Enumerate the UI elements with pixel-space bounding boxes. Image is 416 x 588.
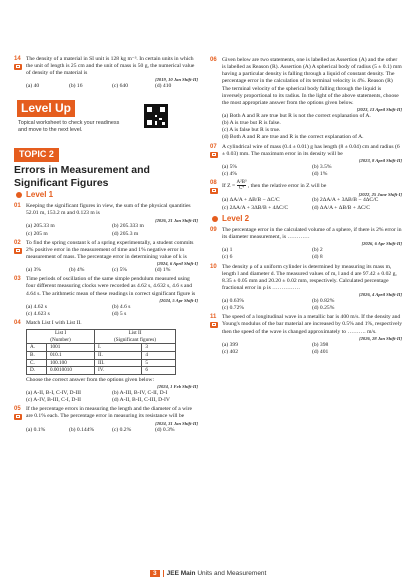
option[interactable]: (b) 16 [69, 83, 83, 90]
question-text: The density of a material in SI unit is 128 kg m⁻³. In certain units in which the unit of length is 25 cm and the unit of mass is 50 g, the numerical value of density of the material is [26, 56, 195, 77]
question-01 [14, 203, 198, 238]
right-column [210, 57, 402, 358]
option[interactable]: (b) 3.5% [312, 163, 332, 170]
options [26, 390, 198, 404]
question-number: 06 [210, 57, 217, 63]
options [26, 304, 198, 318]
question-number: 10 [210, 263, 217, 270]
option[interactable]: (d) 401 [312, 348, 329, 355]
video-icon[interactable] [14, 248, 22, 254]
qr-code-icon[interactable] [144, 104, 168, 128]
option[interactable]: (d) ΔA/A + ΔB/B + ΔC/C [312, 204, 370, 211]
option[interactable]: (a) ΔA/A + ΔB/B − ΔC/C [222, 197, 280, 204]
question-source: [2024, 1 Feb Shift-II] [157, 384, 198, 390]
question-text: Given below are two statements, one is labelled as Assertion (A) and the other is labelled as Reason (R). Assertion (A) A spherical body of radius (5 ± 0.1) mm having a particular density is falling through a liquid of constant density. The percentage error in the calculation of its terminal velocity is 4%. Reason (R) The terminal velocity of the spherical body falling through the liquid is inversely proportional to its radius. In the light of the above statements, choose the most appropriate answer from the options given below. [222, 57, 402, 106]
option[interactable]: (a) 0.63% [222, 298, 245, 305]
option[interactable]: (b) 2ΔA/A + 3ΔB/B − 4ΔC/C [312, 197, 379, 204]
option[interactable]: (b) 205.333 m [112, 223, 144, 230]
question-08 [210, 180, 402, 212]
option[interactable]: (c) 402 [222, 348, 238, 355]
chapter-title: Units and Measurement [197, 570, 267, 578]
option[interactable]: (b) A is true but R is false. [222, 120, 281, 127]
question-source: [2026, 4 April Shift-II] [359, 292, 402, 298]
question-text: Time periods of oscillation of the same simple pendulum measured using four different measuring clocks were recorded as 4.62 s, 4.632 s, 4.6 s and 4.64 s. The arithmetic mean of these readings in correct significant figure is [26, 276, 196, 297]
option[interactable]: (d) 1% [155, 267, 171, 274]
list-2-header: List II (Significant figures) [95, 330, 176, 344]
question-instruction: Choose the correct answer from the options given below: [26, 376, 155, 383]
level-up-text: Topical worksheet to check your readiness and move to the next level. [18, 120, 120, 133]
level-1-heading: Level 1 [14, 190, 198, 200]
formula-fraction: $\frac{\text{A²B³}}{\text{C⁴}}$ [236, 180, 247, 192]
question-09 [210, 227, 402, 262]
topic-title: Errors in Measurement and Significant Figures [14, 164, 150, 189]
question-04 [14, 320, 198, 404]
options [26, 223, 198, 237]
question-number: 14 [14, 56, 21, 62]
option[interactable]: (d) 1% [312, 170, 328, 177]
option[interactable]: (b) A-III, B-IV, C-II, D-I [112, 390, 168, 397]
level-2-heading: Level 2 [210, 214, 402, 224]
question-number: 04 [14, 319, 21, 326]
question-text: If Z = $\frac{\text{A²B³}}{\text{C⁴}}$ , then the relative error in Z will be [222, 180, 327, 192]
question-text: The density ρ of a uniform cylinder is determined by measuring its mass m, length l and diameter d. The measured values of m, l and d are 97.42 ± 0.02 g, 8.35 ± 0.05 mm and 20.20 ± 0.02 mm, respectively. Calculated percentage fractional error in ρ is …………… [222, 263, 397, 291]
question-number: 09 [210, 227, 217, 234]
option[interactable]: (d) 8 [312, 254, 323, 261]
option[interactable]: (c) 6 [222, 254, 233, 261]
option[interactable]: (d) 0.3% [155, 426, 175, 433]
question-text: To find the spring constant k of a spring experimentally, a student commits 2% positive error in the measurement of time and 1% negative error in measurement of mass. The percentage error in determining value of k is [26, 239, 194, 261]
question-source: [2023, 8 April Shift-II] [359, 157, 402, 163]
option[interactable]: (b) 398 [312, 341, 329, 348]
option[interactable]: (a) 3% [26, 267, 42, 274]
option[interactable]: (a) 205.33 m [26, 223, 55, 230]
question-03 [14, 276, 198, 318]
option[interactable]: (c) 640 [112, 83, 128, 90]
question-text: Match List I with List II. [26, 319, 82, 326]
question-06 [210, 57, 402, 142]
video-icon[interactable] [210, 152, 218, 158]
match-table [26, 329, 176, 375]
question-source: [2023, 13 April Shift-II] [356, 107, 402, 113]
option[interactable]: (c) 4.623 s [26, 310, 50, 317]
option[interactable]: (c) 205 m [26, 230, 48, 237]
option[interactable]: (a) 5% [222, 163, 238, 170]
option[interactable]: (b) 4.6 s [112, 303, 131, 310]
option[interactable]: (a) 4.62 s [26, 303, 47, 310]
page-number: 3 [150, 570, 160, 577]
question-source: [2024, 6 April Shift-I] [156, 261, 198, 267]
options [222, 247, 402, 261]
question-07 [210, 144, 402, 179]
question-number: 08 [210, 180, 217, 187]
option[interactable]: (c) 2ΔA/A + 3ΔB/B + 4ΔC/C [222, 204, 289, 211]
question-text: Keeping the significant figures in view, the sum of the physical quantities 52.01 m, 153.2 m and 0.123 m is [26, 203, 191, 217]
question-number: 07 [210, 143, 217, 150]
option[interactable]: (c) 0.2% [112, 426, 132, 433]
question-source: [2026, 28 Jan Shift-II] [359, 335, 402, 341]
option[interactable]: (d) 205.3 m [112, 230, 139, 237]
question-source: [2026, 6 Apr Shift-II] [361, 241, 402, 247]
book-title: JEE Main [166, 570, 196, 578]
question-10 [210, 264, 402, 313]
option[interactable]: (b) 0.144% [69, 426, 95, 433]
table-row: A. 1001 I. 3 [27, 344, 176, 352]
option[interactable]: (c) A-IV, B-III, C-I, D-II [26, 397, 82, 404]
option[interactable]: (b) 0.82% [312, 298, 335, 305]
question-number: 05 [14, 406, 21, 413]
question-source: [2024, 5 Apr Shift-I] [159, 297, 198, 303]
options [222, 342, 402, 356]
question-text: A cylindrical wire of mass (0.4 ± 0.01) g has length (8 ± 0.04) cm and radius (6 ± 0.03) mm. The maximum error in its density will be [222, 143, 400, 157]
page-footer [150, 570, 266, 579]
level-up-box [14, 100, 184, 148]
question-text: The percentage error in the calculated volume of a sphere, if there is 2% error in its diameter measurement, is ………… [222, 227, 402, 241]
topic-label: TOPIC 2 [14, 148, 59, 162]
option[interactable]: (a) A-II, B-I, C-IV, D-III [26, 390, 82, 397]
left-column-top [14, 56, 198, 93]
video-icon[interactable] [14, 64, 22, 70]
question-source: [2022, 25 June Shift-I] [358, 191, 402, 197]
question-14 [14, 56, 198, 91]
question-source: [2024, 31 Jan Shift-II] [155, 420, 198, 426]
question-text: The speed of a longitudinal wave in a metallic bar is 400 m/s. If the density and Young's modulus of the bar material are increased by 0.5% and 1%, respectively then the speed of the wave is changed approximately to ………. m/s. [222, 314, 403, 335]
question-text: If the percentage errors in measuring the length and the diameter of a wire are 0.1% each. The percentage error in measuring its resistance will be [26, 406, 193, 420]
option[interactable]: (c) 4% [222, 170, 238, 177]
question-number: 11 [210, 314, 217, 321]
level-up-title: Level Up [17, 100, 75, 117]
left-column [14, 188, 198, 436]
footer-divider [163, 570, 164, 577]
option[interactable]: (a) 399 [222, 341, 238, 348]
option[interactable]: (b) 4% [69, 267, 85, 274]
table-row: C. 100.100 III. 5 [27, 359, 176, 367]
option[interactable]: (d) A-II, B-II, C-III, D-IV [112, 397, 170, 404]
options [26, 267, 198, 274]
question-number: 02 [14, 239, 21, 246]
options [26, 427, 198, 434]
option[interactable]: (c) 0.72% [222, 305, 245, 312]
question-02 [14, 240, 198, 275]
options [222, 113, 402, 142]
option[interactable]: (a) 0.1% [26, 426, 46, 433]
video-icon[interactable] [14, 414, 22, 420]
question-11 [210, 314, 402, 356]
question-number: 01 [14, 203, 21, 210]
option[interactable]: (b) 2 [312, 247, 323, 254]
option[interactable]: (c) 5% [112, 267, 128, 274]
question-source: [2019, 10 Jan Shift-II] [155, 77, 198, 83]
option[interactable]: (a) 1 [222, 247, 233, 254]
table-row: B. 010.1 II. 4 [27, 352, 176, 360]
options [222, 197, 402, 211]
option[interactable]: (a) Both A and R are true but R is not the correct explanation of A. [222, 112, 371, 119]
option[interactable]: (d) 5 s [112, 310, 127, 317]
question-05 [14, 406, 198, 433]
option[interactable]: (c) A is false but R is true. [222, 127, 281, 134]
list-1-header: List I (Number) [27, 330, 95, 344]
option[interactable]: (d) 0.25% [312, 305, 335, 312]
question-source: [2026, 21 Jan Shift-II] [155, 217, 198, 223]
options [222, 164, 402, 178]
video-icon[interactable] [210, 188, 218, 194]
table-row: D. 0.0010010 IV. 6 [27, 367, 176, 375]
option[interactable]: (a) 40 [26, 83, 40, 90]
options [26, 83, 198, 90]
option[interactable]: (d) Both A and R are true and R is the correct explanation of A. [222, 134, 364, 141]
video-icon[interactable] [210, 322, 218, 328]
options [222, 298, 402, 312]
option[interactable]: (d) 410 [155, 83, 172, 90]
question-number: 03 [14, 276, 21, 283]
